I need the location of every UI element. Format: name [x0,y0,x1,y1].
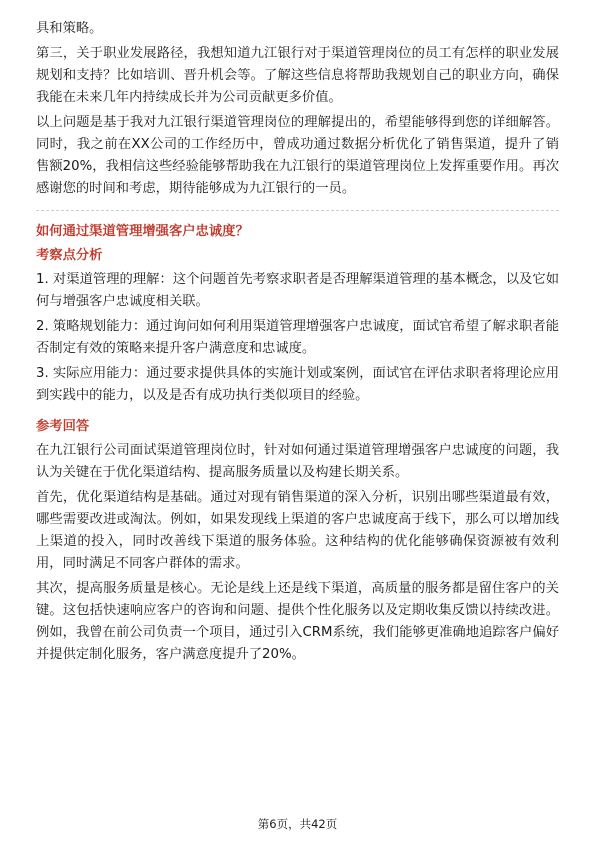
answer-paragraph: 在九江银行公司面试渠道管理岗位时，针对如何通过渠道管理增强客户忠诚度的问题，我认为关键在于优化渠道结构、提高服务质量以及构建长期关系。 [36,443,559,480]
analysis-heading: 考察点分析 [36,248,103,263]
answer-paragraph: 其次，提高服务质量是核心。无论是线上还是线下渠道，高质量的服务都是留住客户的关键。这包括快速响应客户的咨询和问题、提供个性化服务以及定期收集反馈以持续改进。例如，我曾在前公司负责一个项目，通过引入CRM系统，我们能够更准确地追踪客户偏好并提供定制化服务，客户满意度提升了20%。 [36,581,559,662]
paragraph-continuation: 具和策略。 [36,21,103,36]
answer-heading: 参考回答 [36,419,90,434]
question-title: 如何通过渠道管理增强客户忠诚度？ [36,224,249,239]
paragraph-career-path: 第三，关于职业发展路径，我想知道九江银行对于渠道管理岗位的员工有怎样的职业发展规划和支持？比如培训、晋升机会等。了解这些信息将帮助我规划自己的职业方向，确保我能在未来几年内持续成长并为公司贡献更多价值。 [36,46,559,105]
analysis-item: 3. 实际应用能力：通过要求提供具体的实施计划或案例，面试官在评估求职者将理论应用到实践中的能力，以及是否有成功执行类似项目的经验。 [36,366,559,403]
page-number: 第6页，共42页 [257,817,338,831]
document-page [36,18,559,669]
section-divider [36,210,559,211]
answer-paragraph: 首先，优化渠道结构是基础。通过对现有销售渠道的深入分析，识别出哪些渠道最有效，哪些需要改进或淘汰。例如，如果发现线上渠道的客户忠诚度高于线下，那么可以增加线上渠道的投入，同时改善线下渠道的服务体验。这种结构的优化能够确保资源被有效利用，同时满足不同客户群体的需求。 [36,490,559,571]
analysis-item: 2. 策略规划能力：通过询问如何利用渠道管理增强客户忠诚度，面试官希望了解求职者能否制定有效的策略来提升客户满意度和忠诚度。 [36,319,559,356]
analysis-item: 1. 对渠道管理的理解：这个问题首先考察求职者是否理解渠道管理的基本概念，以及它如何与增强客户忠诚度相关联。 [36,272,559,309]
paragraph-closing: 以上问题是基于我对九江银行渠道管理岗位的理解提出的，希望能够得到您的详细解答。同时，我之前在XX公司的工作经历中，曾成功通过数据分析优化了销售渠道，提升了销售额20%，我相信这些经验能够帮助我在九江银行的渠道管理岗位上发挥重要作用。再次感谢您的时间和考虑，期待能够成为九江银行的一员。 [36,115,559,196]
